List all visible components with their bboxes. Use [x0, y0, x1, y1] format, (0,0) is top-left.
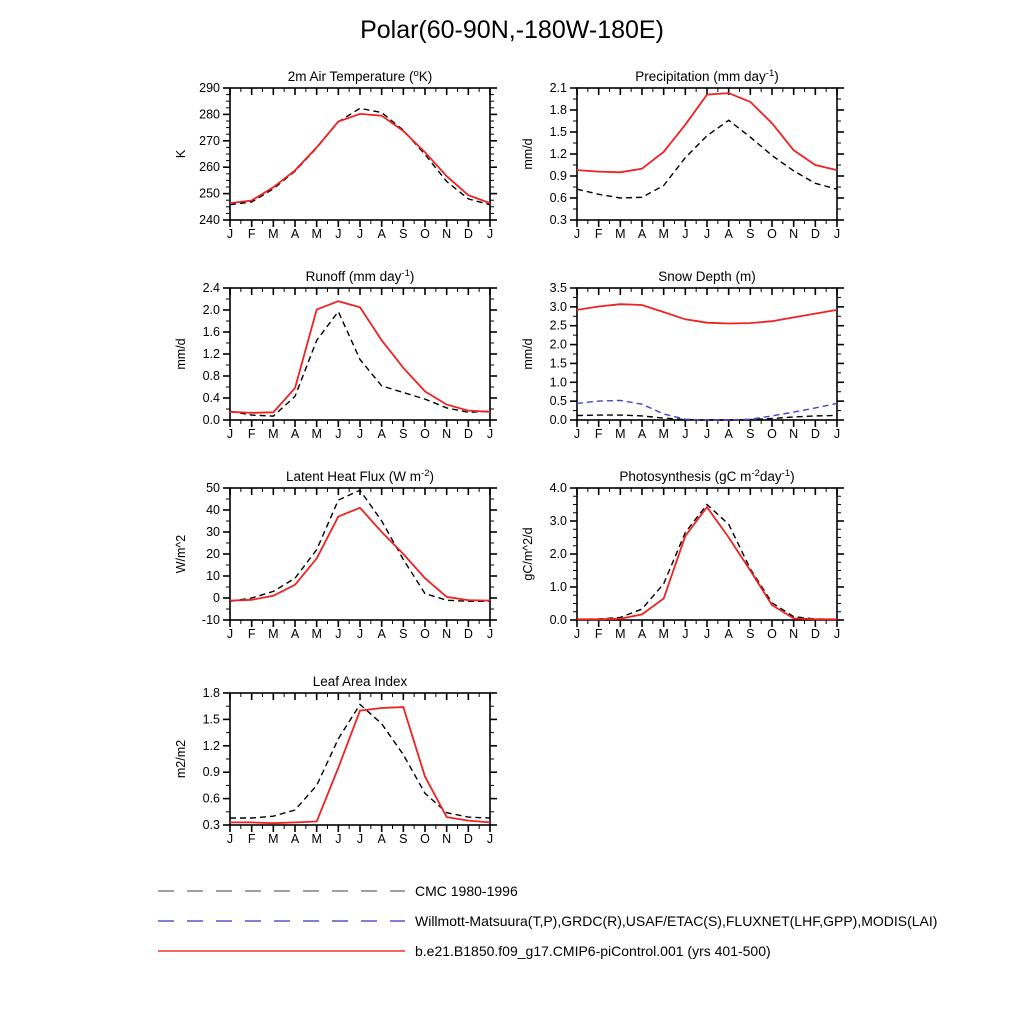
x-tick-label: D — [810, 627, 820, 641]
x-tick-label: M — [268, 832, 279, 846]
series-line — [230, 114, 490, 203]
y-tick-label: 1.8 — [549, 103, 567, 117]
series-line — [230, 707, 490, 823]
x-tick-label: J — [335, 227, 342, 241]
x-tick-label: O — [420, 832, 430, 846]
x-tick-label: J — [335, 832, 342, 846]
panel-snow-depth — [521, 269, 844, 441]
x-tick-label: M — [615, 227, 626, 241]
y-tick-label: 0.3 — [202, 818, 220, 832]
y-tick-label: 0.9 — [549, 169, 567, 183]
x-tick-label: J — [486, 627, 494, 641]
x-tick-label: J — [703, 427, 711, 441]
x-tick-label: F — [247, 627, 256, 641]
series-line — [230, 312, 490, 417]
y-tick-label: 1.5 — [549, 356, 567, 371]
x-tick-label: J — [356, 627, 364, 641]
x-tick-label: A — [724, 627, 733, 641]
x-tick-label: N — [789, 427, 799, 441]
legend-swatch-obs2 — [158, 917, 405, 925]
x-tick-label: J — [356, 227, 364, 241]
x-tick-label: A — [724, 227, 733, 241]
x-tick-label: D — [810, 227, 820, 241]
y-tick-label: 1.2 — [202, 738, 220, 753]
y-tick-label: 0.6 — [202, 791, 220, 806]
legend-swatch-model — [158, 947, 405, 955]
x-tick-label: J — [486, 832, 494, 846]
axis-labels — [550, 481, 841, 641]
x-tick-label: M — [268, 627, 279, 641]
panel-title: Photosynthesis (gC $m^{-2}day^{-1}$) — [619, 468, 795, 484]
y-tick-label: 0.0 — [202, 413, 220, 427]
panel-temp-2m — [174, 68, 497, 241]
x-tick-label: M — [658, 427, 669, 441]
y-tick-label: 1.0 — [549, 375, 567, 390]
x-tick-label: S — [746, 227, 755, 241]
axis-labels — [202, 481, 493, 641]
series-line — [230, 301, 490, 413]
x-tick-label: O — [767, 227, 777, 241]
legend-swatch-cmc — [158, 887, 405, 895]
x-tick-label: A — [290, 832, 300, 846]
panel-latent-heat-flux — [174, 468, 497, 641]
y-tick-label: 280 — [199, 107, 220, 122]
x-tick-label: J — [335, 627, 342, 641]
y-axis-label: m2/m2 — [174, 739, 188, 779]
x-tick-label: F — [594, 627, 603, 641]
panel-title: Latent Heat Flux (W $m^{-2}$) — [286, 468, 434, 484]
x-tick-label: D — [463, 832, 473, 846]
x-tick-label: A — [290, 427, 300, 441]
y-tick-label: 3.0 — [549, 299, 567, 314]
x-tick-label: J — [486, 227, 494, 241]
y-tick-label: 1.5 — [549, 125, 567, 139]
panel-title: Snow Depth (m) — [658, 269, 756, 284]
x-tick-label: A — [377, 627, 386, 641]
y-tick-label: 1.0 — [549, 580, 567, 594]
y-tick-label: 40 — [206, 503, 220, 517]
legend-label-cmc: CMC 1980-1996 — [415, 883, 518, 899]
x-tick-label: A — [637, 427, 647, 441]
legend-item-cmc — [158, 876, 937, 906]
x-tick-label: J — [226, 227, 234, 241]
x-tick-label: M — [615, 427, 626, 441]
x-tick-label: J — [356, 832, 364, 846]
legend-item-model — [158, 936, 937, 966]
x-tick-label: M — [658, 627, 669, 641]
x-tick-label: F — [594, 427, 603, 441]
y-tick-label: 2.5 — [549, 318, 567, 333]
x-tick-label: J — [682, 427, 689, 441]
axis-ticks — [223, 88, 497, 227]
x-tick-label: D — [463, 627, 473, 641]
y-tick-label: 0.8 — [202, 369, 220, 383]
y-axis-label: W/m^2 — [174, 534, 188, 574]
x-tick-label: A — [637, 227, 647, 241]
y-tick-label: 260 — [199, 160, 220, 175]
y-tick-label: 2.0 — [202, 303, 220, 317]
y-tick-label: 250 — [199, 186, 220, 201]
plot-border — [577, 288, 837, 420]
x-tick-label: J — [833, 627, 841, 641]
y-tick-label: 1.5 — [202, 712, 220, 727]
series-line — [230, 508, 490, 601]
x-tick-label: A — [377, 227, 386, 241]
panel-precip — [521, 68, 844, 241]
y-tick-label: 0 — [213, 591, 220, 605]
axis-labels — [550, 81, 841, 241]
series-line — [230, 704, 490, 818]
x-tick-label: N — [442, 627, 452, 641]
axis-labels — [550, 281, 841, 441]
x-tick-label: S — [746, 427, 755, 441]
x-tick-label: N — [442, 227, 452, 241]
y-tick-label: 290 — [199, 81, 220, 95]
series-line — [577, 507, 837, 619]
axis-ticks — [570, 288, 844, 427]
x-tick-label: A — [290, 227, 300, 241]
y-tick-label: 10 — [206, 569, 220, 583]
x-tick-label: O — [420, 427, 430, 441]
y-tick-label: -10 — [201, 613, 220, 627]
axis-labels — [199, 81, 493, 241]
x-tick-label: J — [703, 627, 711, 641]
x-tick-label: A — [290, 627, 300, 641]
y-tick-label: 3.0 — [549, 514, 567, 528]
legend-label-obs2: Willmott-Matsuura(T,P),GRDC(R),USAF/ETAC(S),FLUXNET(LHF,GPP),MODIS(LAI) — [415, 913, 938, 929]
axis-labels — [203, 281, 494, 441]
x-tick-label: F — [247, 832, 256, 846]
x-tick-label: O — [767, 427, 777, 441]
x-tick-label: A — [637, 627, 647, 641]
x-tick-label: M — [311, 832, 322, 846]
y-tick-label: 0.9 — [202, 765, 220, 780]
x-tick-label: J — [356, 427, 364, 441]
y-tick-label: 0.0 — [549, 413, 567, 427]
y-tick-label: 50 — [206, 481, 220, 495]
x-tick-label: S — [399, 627, 408, 641]
panel-runoff — [174, 268, 497, 441]
y-tick-label: 1.2 — [549, 147, 567, 161]
legend-item-obs2 — [158, 906, 937, 936]
x-tick-label: D — [463, 427, 473, 441]
x-tick-label: J — [573, 427, 581, 441]
y-tick-label: 1.8 — [202, 686, 220, 700]
y-axis-label: mm/d — [521, 138, 535, 170]
y-axis-label: gC/m^2/d — [521, 527, 535, 581]
x-tick-label: S — [399, 427, 408, 441]
panel-title: 2m Air Temperature ($^o$K) — [287, 68, 433, 84]
y-tick-label: 0.6 — [549, 191, 567, 205]
y-axis-label: mm/d — [174, 338, 188, 370]
panel-photosynthesis — [521, 468, 844, 641]
x-tick-label: N — [789, 227, 799, 241]
axis-ticks — [570, 488, 844, 627]
x-tick-label: J — [682, 227, 689, 241]
x-tick-label: J — [682, 627, 689, 641]
series-line — [577, 505, 837, 620]
y-tick-label: 270 — [199, 133, 220, 148]
series-line — [577, 304, 837, 323]
y-tick-label: 3.5 — [549, 281, 567, 295]
x-tick-label: S — [746, 627, 755, 641]
y-tick-label: 1.6 — [202, 325, 220, 339]
x-tick-label: J — [486, 427, 494, 441]
x-tick-label: J — [573, 227, 581, 241]
x-tick-label: N — [442, 427, 452, 441]
x-tick-label: M — [268, 227, 279, 241]
y-tick-label: 0.5 — [549, 394, 567, 409]
y-tick-label: 20 — [206, 547, 220, 561]
x-tick-label: O — [767, 627, 777, 641]
figure-title: Polar(60-90N,-180W-180E) — [360, 16, 664, 44]
y-tick-label: 2.4 — [202, 281, 220, 295]
x-tick-label: F — [247, 427, 256, 441]
plot-border — [230, 88, 490, 220]
panel-title: Precipitation (mm day$^{-1}$) — [635, 68, 779, 84]
x-tick-label: O — [420, 627, 430, 641]
x-tick-label: J — [833, 227, 841, 241]
axis-ticks — [223, 693, 497, 832]
y-tick-label: 0.4 — [202, 391, 220, 405]
x-tick-label: M — [311, 227, 322, 241]
x-tick-label: M — [268, 427, 279, 441]
x-tick-label: J — [573, 627, 581, 641]
series-line — [577, 120, 837, 198]
y-tick-label: 4.0 — [549, 481, 567, 495]
x-tick-label: A — [377, 832, 386, 846]
x-tick-label: S — [399, 832, 408, 846]
y-tick-label: 0.3 — [549, 213, 567, 227]
x-tick-label: J — [335, 427, 342, 441]
y-tick-label: 1.2 — [202, 347, 220, 361]
x-tick-label: M — [311, 627, 322, 641]
x-tick-label: J — [226, 427, 234, 441]
x-tick-label: S — [399, 227, 408, 241]
y-tick-label: 30 — [206, 525, 220, 539]
x-tick-label: N — [789, 627, 799, 641]
panel-title: Leaf Area Index — [312, 674, 408, 689]
x-tick-label: J — [833, 427, 841, 441]
legend-label-model: b.e21.B1850.f09_g17.CMIP6-piControl.001 (yrs 401-500) — [415, 943, 771, 959]
x-tick-label: J — [226, 627, 234, 641]
y-tick-label: 0.0 — [549, 613, 567, 627]
y-axis-label: mm/d — [521, 338, 535, 370]
x-tick-label: A — [377, 427, 386, 441]
x-tick-label: J — [226, 832, 234, 846]
panel-title: Runoff (mm day$^{-1}$) — [305, 268, 415, 284]
x-tick-label: F — [247, 227, 256, 241]
legend — [158, 876, 937, 966]
y-tick-label: 240 — [199, 213, 220, 227]
x-tick-label: D — [463, 227, 473, 241]
x-tick-label: D — [810, 427, 820, 441]
y-axis-label: K — [174, 149, 188, 159]
x-tick-label: J — [703, 227, 711, 241]
panel-leaf-area-index — [174, 674, 497, 846]
x-tick-label: A — [724, 427, 733, 441]
x-tick-label: O — [420, 227, 430, 241]
series-line — [577, 93, 837, 172]
y-tick-label: 2.1 — [549, 81, 567, 95]
x-tick-label: M — [311, 427, 322, 441]
y-tick-label: 2.0 — [549, 547, 567, 561]
x-tick-label: M — [615, 627, 626, 641]
x-tick-label: N — [442, 832, 452, 846]
x-tick-label: F — [594, 227, 603, 241]
y-tick-label: 2.0 — [549, 337, 567, 352]
x-tick-label: M — [658, 227, 669, 241]
